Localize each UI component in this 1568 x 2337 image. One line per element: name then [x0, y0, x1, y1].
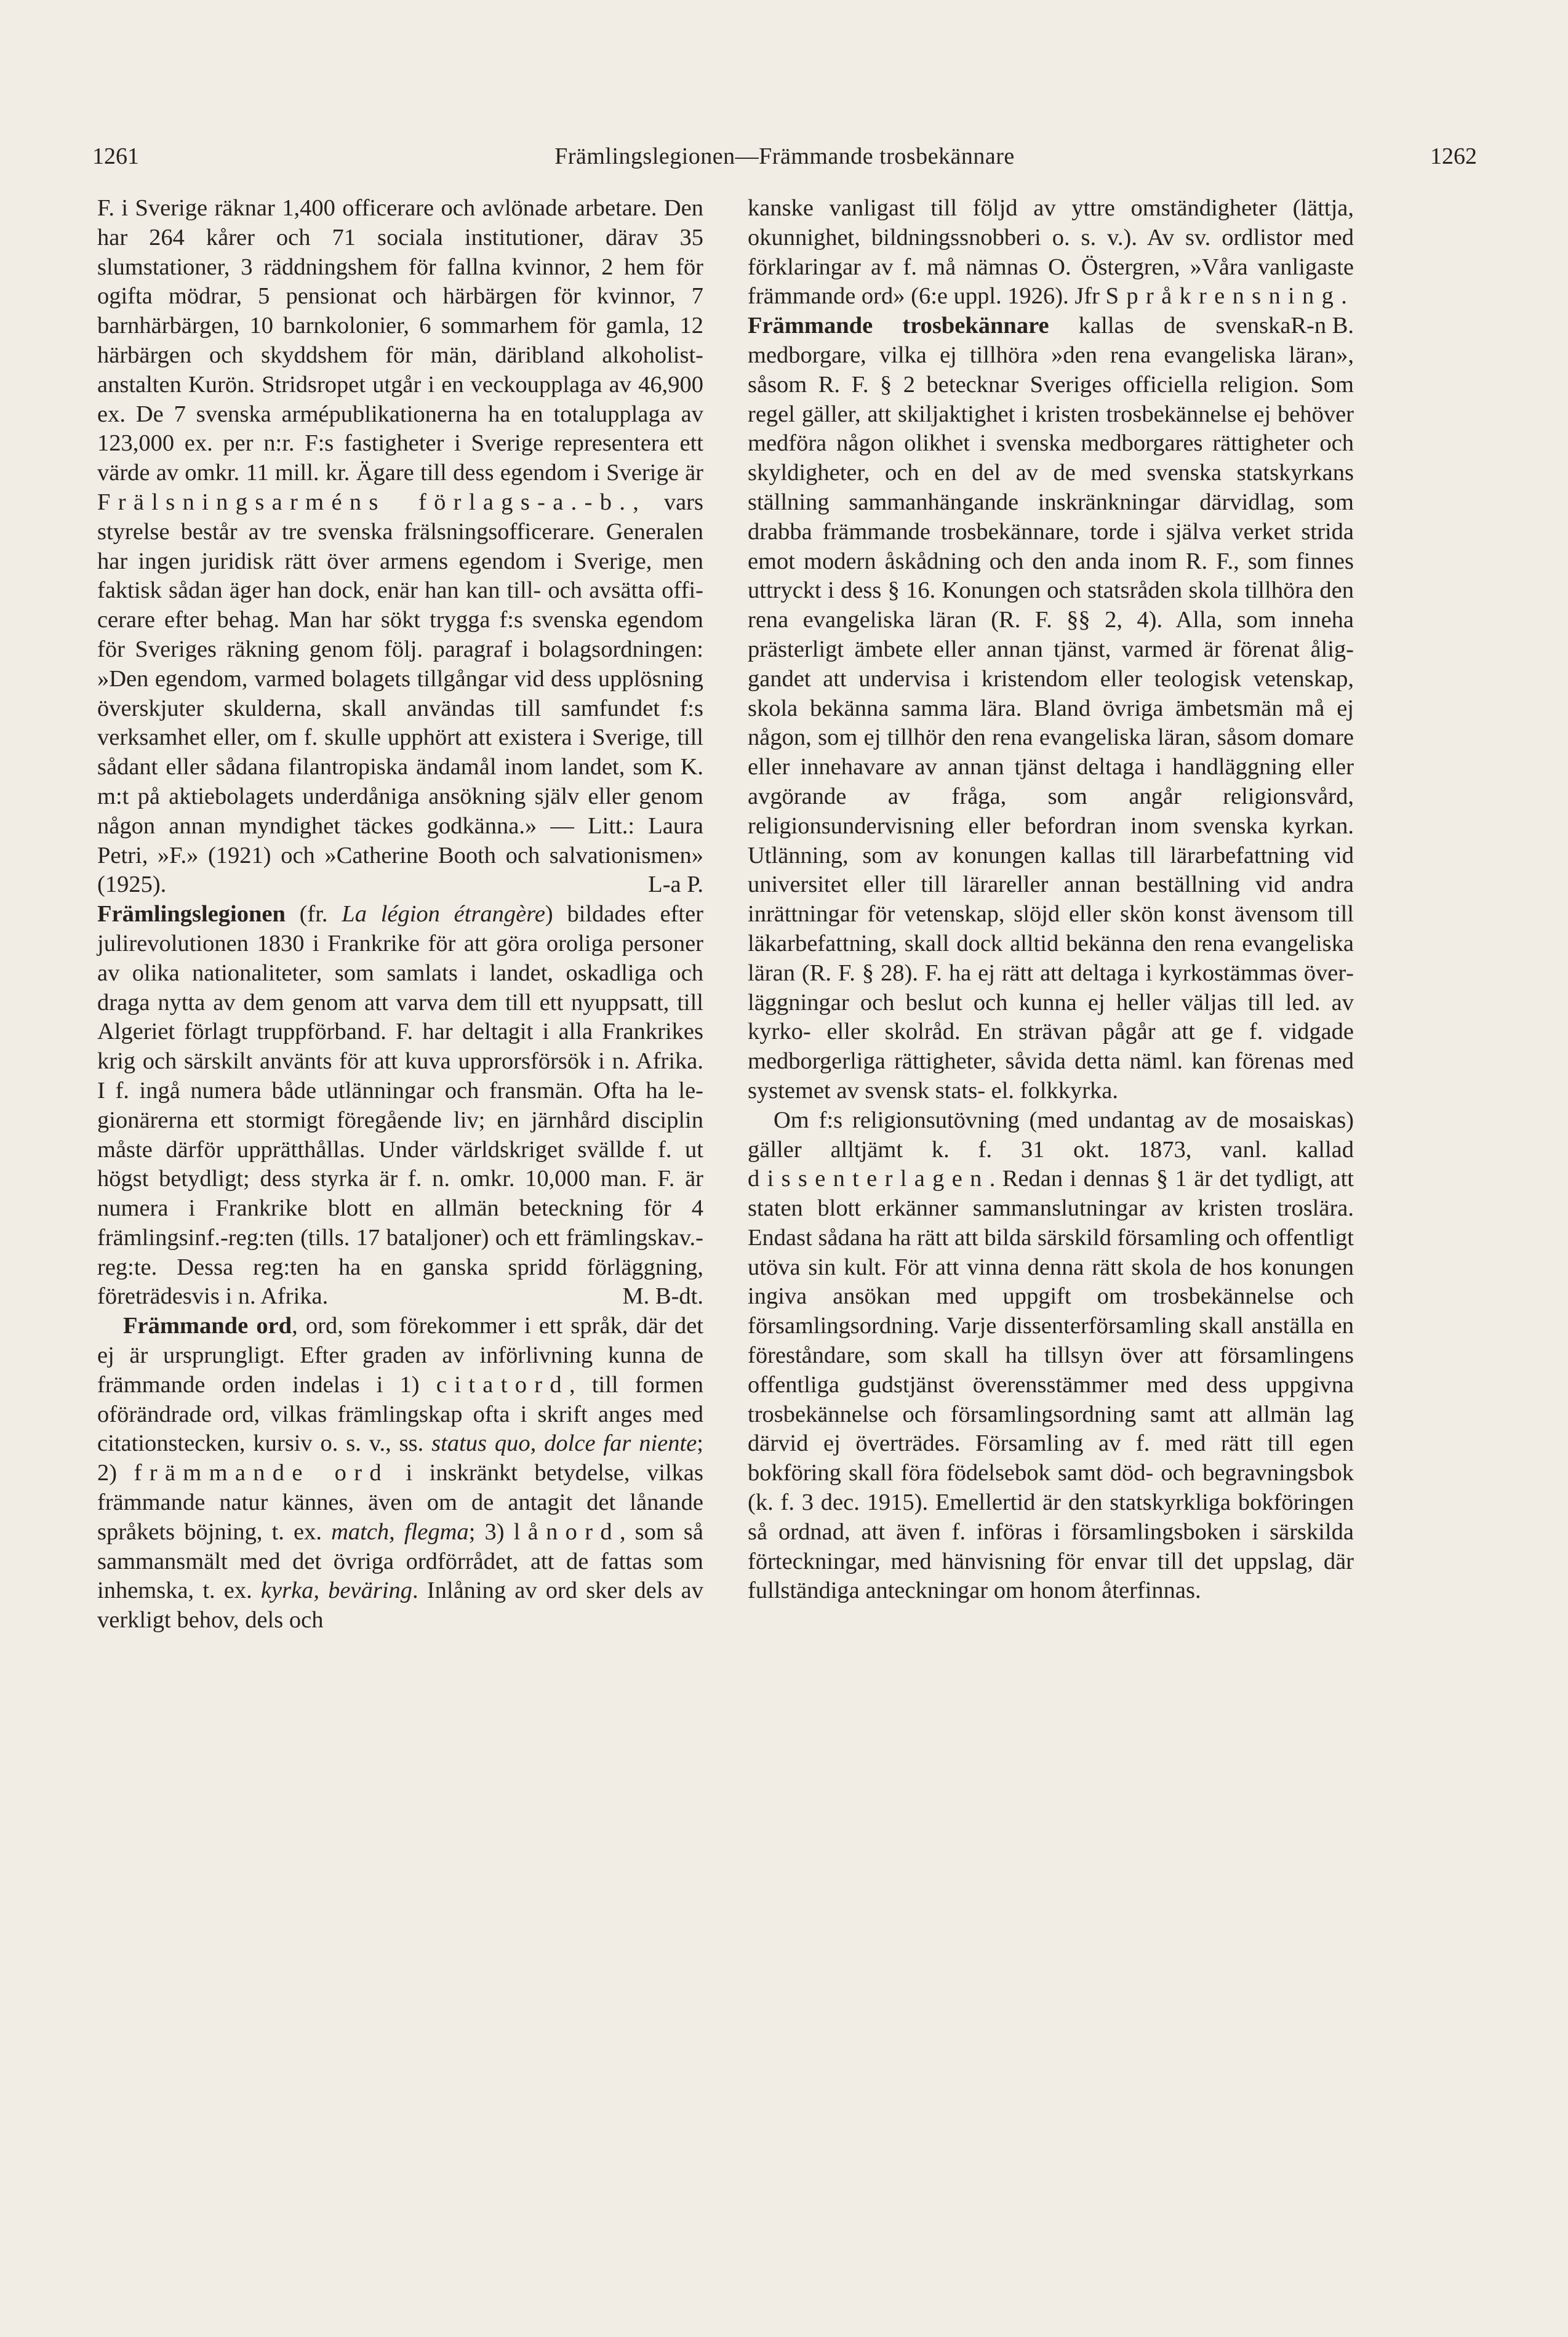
spaced-term: citatord [436, 1371, 569, 1398]
page-number-right: 1262 [1430, 143, 1477, 169]
text-run: kanske vanligast till följd av yttre omständigheter (lättja, okunnighet, bildningssnobberi o. s. v.). Av sv. ordlistor med förklaringar av f. må nämnas O. Östergren, »Våra vanligaste främmande ord» (6:e uppl. 1926). Jfr [748, 195, 1354, 310]
text-run: i inskränkt betydelse, vilkas främmande natur kännes, även om de antagit det lånande språkets böjning, t. ex. [97, 1460, 703, 1545]
text-run: . Redan i dennas § 1 är det tydligt, att staten blott erkänner sammanslutningar av kristen troslära. Endast sådana ha rätt att bilda särskild församling och offentligt utöva sin kult. För att vinna denna rätt skola de hos konungen ingiva ansökan med uppgift om trosbekännelse och församlingsordning. Varje dissenterförsamling skall anställa en föreståndare, som skall ha tillsyn över att församlingens offentliga gudstjänst överensstämmer med dess uppgivna trosbekännelse och församlingsordning samt att allmän lag därvid ej överträdes. Församling av f. med rätt till egen bokföring skall föra födelsebok samt död- och begravningsbok (k. f. 3 dec. 1915). Emellertid är den statskyrkliga bokföringen så ordnad, att även f. införas i församlingsboken i särskilda förteckningar, med hänvisning för envar till det uppslag, där fullständiga anteckningar om honom återfinnas. [748, 1166, 1354, 1604]
text-run: . [1341, 283, 1347, 310]
spaced-term: lånord [513, 1518, 620, 1545]
text-run: (fr. [285, 901, 342, 928]
article-foreign-confessors-part2 [748, 1106, 1354, 1606]
page-header [92, 143, 1477, 180]
italic-term: kyrka, beväring [260, 1577, 413, 1604]
text-run: kallas de svenska medborgare, vilka ej tillhöra »den rena evangeliska läran», såsom R. F. § 2 betecknar Sveriges officiella religion. Som regel gäller, att skiljaktighet i kristen trosbekännelse ej behöver medföra någon olikhet i svenska medborgares rättigheter och skyldigheter, och en del av de med svenska statskyrkans ställning sammanhängande inskränkningar därvidlag, som drabba främmande trosbekännare, torde i själva verket strida emot modern åskådning och den anda inom R. F., som finnes uttryckt i dess § 16. Konungen och statsråden skola tillhöra den rena evangeliska läran (R. F. §§ 2, 4). Alla, som inneha prästerligt ämbete eller annan tjänst, varmed är förenat åliggandet att undervisa i kristendom eller teologisk vetenskap, skola bekänna samma lära. Bland övriga ämbetsmän må ej någon, som ej tillhör den rena evangeliska läran, såsom domare eller innehavare av annan tjänst deltaga i handläggning eller avgörande av fråga, som angår religionsvård, religionsundervisning eller befordran inom svenska kyrkan. Utlänning, som av konungen kallas till lärarbefattning vid universitet eller till lärareller annan beställning vid andra inrättningar för vetenskap, slöjd eller skön konst ävensom till läkarbefattning, skall dock alltid bekänna den rena evangeliska läran (R. F. § 28). F. ha ej rätt att deltaga i kyrkostämmas överläggningar och beslut och kunna ej heller väljas till led. av kyrko- eller skolråd. En strävan pågår att ge f. vidgade medborgerliga rättigheter, såvida detta näml. kan förenas med systemet av svensk stats- el. folkkyrka. [748, 313, 1354, 1104]
right-column [748, 194, 1354, 1606]
page-number-left: 1261 [92, 143, 139, 169]
italic-term: status quo, dolce far niente [431, 1430, 697, 1457]
author-signature: R-n B. [1290, 313, 1354, 339]
text-run: ; 3) [468, 1518, 514, 1545]
author-signature: M. B-dt. [622, 1283, 703, 1310]
text-run: Om f:s religionsutövning (med undantag av de mosaiskas) gäller alltjämt k. f. 31 okt. 1873, vanl. kallad [748, 1107, 1354, 1163]
text-run: , ord, som förekommer i ett språk, där det ej är ursprungligt. Efter graden av införlivning kunna de främmande orden indelas i 1) [97, 1313, 703, 1398]
text-run: , vars styrelse består av tre svenska frälsningsofficerare. Generalen har ingen juridisk rätt över armens egendom i Sverige, men faktisk sådan äger han dock, enär han kan till- och avsätta officerare efter behag. Man har sökt trygga f:s svenska egendom för Sveriges räkning genom följ. paragraf i bolagsordningen: »Den egendom, varmed bolagets tillgångar vid dess upplösning överskjuter skulderna, skall användas till samfundet f:s verksamhet eller, om f. skulle upphört att existera i Sverige, till sådant eller sådana filantropiska ändamål inom landet, som K. m:t på aktiebolagets underdåniga ansökning själv eller genom någon annan myndighet täckes godkänna.» — Litt.: Laura Petri, »F.» (1921) och »Catherine Booth och salvationismen» (1925). [97, 489, 703, 898]
running-title: Främlingslegionen—Främmande trosbekännare [554, 143, 1015, 169]
text-run: F. i Sverige räknar 1,400 officerare och avlönade arbetare. Den har 264 kårer och 71 sociala institutioner, därav 35 slumstationer, 3 räddningshem för fallna kvinnor, 2 hem för ogifta mödrar, 5 pensionat och härbärgen för kvinnor, 7 barnhärbärgen, 10 barnkolonier, 6 sommarhem för gamla, 12 härbärgen och skyddshem för män, däribland alkoholistanstalten Kurön. Stridsropet utgår i en veckoupplaga av 46,900 ex. De 7 svenska armépublikationerna ha en totalupplaga av 123,000 ex. per n:r. F:s fastigheter i Sverige representera ett värde av omkr. 11 mill. kr. Ägare till dess egendom i Sverige är [97, 195, 703, 486]
left-column [97, 194, 703, 1635]
author-signature: L-a P. [648, 872, 703, 898]
italic-term: La légion étrangère [342, 901, 545, 928]
text-run: , till formen oförändrade ord, vilkas främlingskap ofta i skrift anges med citationstecken, kursiv o. s. v., ss. [97, 1371, 703, 1457]
article-salvation-army-continued [97, 194, 703, 900]
spaced-term: Frälsningsarméns förlags-a.-b. [97, 489, 633, 515]
article-headword: Främmande ord [123, 1313, 292, 1339]
article-foreign-legion [97, 900, 703, 1312]
article-headword: Främmande trosbekännare [748, 313, 1049, 339]
spaced-term: främmande ord [134, 1460, 389, 1486]
text-run: ; 2) [97, 1430, 703, 1486]
spaced-term: dissenterlagen [748, 1166, 990, 1192]
text-run: ) bildades efter julirevolutionen 1830 i Frankrike för att göra oroliga personer av olika nationaliteter, som samlats i landet, oskadliga och draga nytta av dem genom att varva dem till ett nyuppsatt, till Algeriet förlagt truppförband. F. har deltagit i alla Frankrikes krig och särskilt använts för att kuva upprorsförsök i n. Afrika. I f. ingå numera både utlänningar och fransmän. Ofta ha legionärerna ett stormigt föregående liv; en järnhård disciplin måste därför upprätthållas. Under världskriget svällde f. ut högst betydligt; dess styrka är f. n. omkr. 10,000 man. F. är numera i Frankrike blott en allmän beteckning för 4 främlingsinf.-reg:ten (tills. 17 bataljoner) och ett främlingskav.-reg:te. Dessa reg:ten ha en ganska spridd förläggning, företrädesvis i n. Afrika. [97, 901, 704, 1310]
italic-term: match, flegma [331, 1518, 469, 1545]
text-run: , som så sammansmält med det övriga ordförrådet, att de fattas som inhemska, t. ex. [97, 1518, 703, 1604]
spaced-term: Språkrensning [1105, 283, 1342, 310]
article-headword: Främlingslegionen [97, 901, 286, 928]
article-foreign-confessors [748, 311, 1354, 1106]
text-run: . Inlåning av ord sker dels av verkligt behov, dels och [97, 1577, 703, 1633]
article-foreign-words [97, 1312, 703, 1635]
